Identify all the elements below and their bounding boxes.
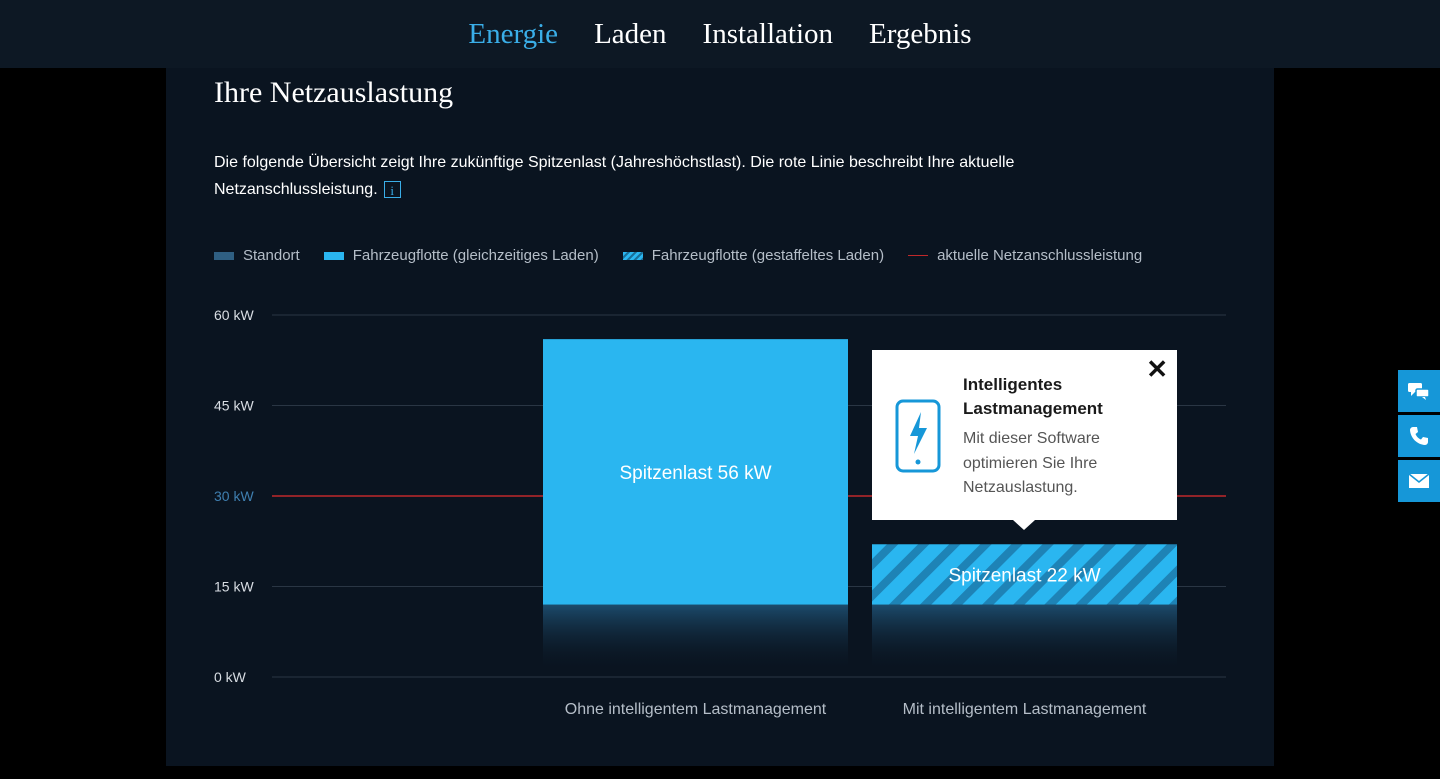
mail-icon (1408, 473, 1430, 489)
legend-label: Standort (243, 247, 300, 264)
bar-value-label: Spitzenlast 56 kW (619, 462, 772, 484)
y-tick-label: 0 kW (214, 669, 246, 685)
legend-label: Fahrzeugflotte (gleichzeitiges Laden) (352, 247, 599, 264)
close-icon[interactable]: ✕ (1146, 354, 1168, 384)
page-title: Ihre Netzauslastung (214, 76, 454, 109)
lastmanagement-popup (872, 350, 1177, 520)
bar-standort (872, 605, 1177, 669)
y-tick-label: 45 kW (214, 397, 254, 414)
popup-text: Mit dieser Software optimieren Sie Ihre Netzauslastung. (963, 430, 1100, 496)
x-category-label: Mit intelligentem Lastmanagement (902, 701, 1147, 718)
y-tick-label: 60 kW (214, 307, 254, 323)
mail-button[interactable] (1398, 460, 1440, 502)
x-category-label: Ohne intelligentem Lastmanagement (564, 701, 827, 718)
phone-button[interactable] (1398, 415, 1440, 457)
chat-button[interactable] (1398, 370, 1440, 412)
popup-title: Intelligentes Lastmanagement (963, 375, 1103, 418)
phone-icon (1408, 425, 1430, 447)
tab-energie[interactable]: Energie (468, 17, 559, 50)
legend-label: aktuelle Netzanschlussleistung (937, 247, 1143, 264)
description-text: Die folgende Übersicht zeigt Ihre zukünftige Spitzenlast (Jahreshöchstlast). Die rote Linie beschreibt Ihre aktuelle Netzanschlussleistung. (214, 154, 1015, 198)
y-tick-label: 30 kW (214, 488, 254, 504)
smartphone-lightning-icon (894, 398, 942, 479)
bar-standort (543, 605, 848, 669)
tab-installation[interactable]: Installation (702, 17, 834, 50)
bar-value-label: Spitzenlast 22 kW (948, 565, 1101, 587)
tab-ergebnis[interactable]: Ergebnis (869, 17, 972, 50)
info-icon[interactable]: i (384, 181, 401, 198)
chat-icon (1407, 381, 1431, 401)
y-tick-label: 15 kW (214, 578, 254, 595)
tab-laden[interactable]: Laden (594, 17, 667, 50)
legend-label: Fahrzeugflotte (gestaffeltes Laden) (651, 247, 885, 264)
